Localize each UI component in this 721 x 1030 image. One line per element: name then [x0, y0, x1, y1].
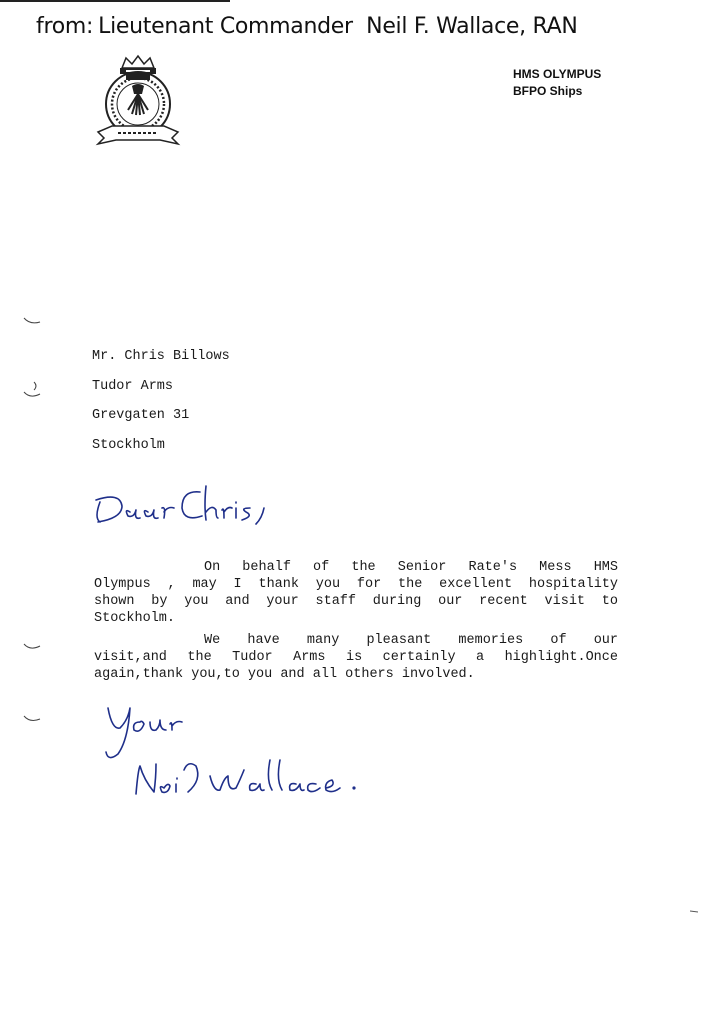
letterhead-from-line — [36, 14, 706, 39]
body-paragraph-1 — [94, 559, 618, 627]
punch-mark — [22, 714, 42, 724]
ship-address-block — [513, 66, 601, 100]
punch-mark — [22, 380, 42, 400]
handwritten-salutation — [90, 478, 280, 526]
ship-address: BFPO Ships — [513, 84, 583, 98]
recipient-company: Tudor Arms — [92, 378, 174, 394]
paragraph-line: shown by you and your staff during our recent visit to — [94, 594, 618, 609]
paragraph-line: Stockholm. — [94, 611, 176, 626]
paragraph-line: We have many pleasant memories of our — [204, 633, 618, 648]
punch-mark — [22, 642, 42, 652]
body-paragraph-2 — [94, 632, 618, 683]
ship-name: HMS OLYMPUS — [513, 67, 602, 81]
paragraph-line: again,thank you,to you and all others involved. — [94, 667, 475, 682]
ship-crest-icon — [88, 52, 188, 152]
paragraph-line: visit,and the Tudor Arms is certainly a highlight.Once — [94, 650, 618, 665]
recipient-city: Stockholm — [92, 437, 165, 453]
recipient-name: Mr. Chris Billows — [92, 349, 230, 364]
paragraph-line: Olympus , may I thank you for the excellent hospitality — [94, 577, 618, 592]
margin-mark — [690, 910, 698, 913]
punch-mark — [22, 316, 42, 326]
paragraph-line: On behalf of the Senior Rate's Mess HMS — [204, 560, 618, 575]
handwritten-signature — [100, 700, 370, 804]
sender-name: Lieutenant Commander Neil F. Wallace, RAN — [98, 14, 578, 39]
recipient-street: Grevgaten 31 — [92, 408, 190, 423]
top-rule — [0, 0, 230, 2]
recipient-address — [92, 348, 230, 466]
from-prefix: from: — [36, 14, 94, 39]
